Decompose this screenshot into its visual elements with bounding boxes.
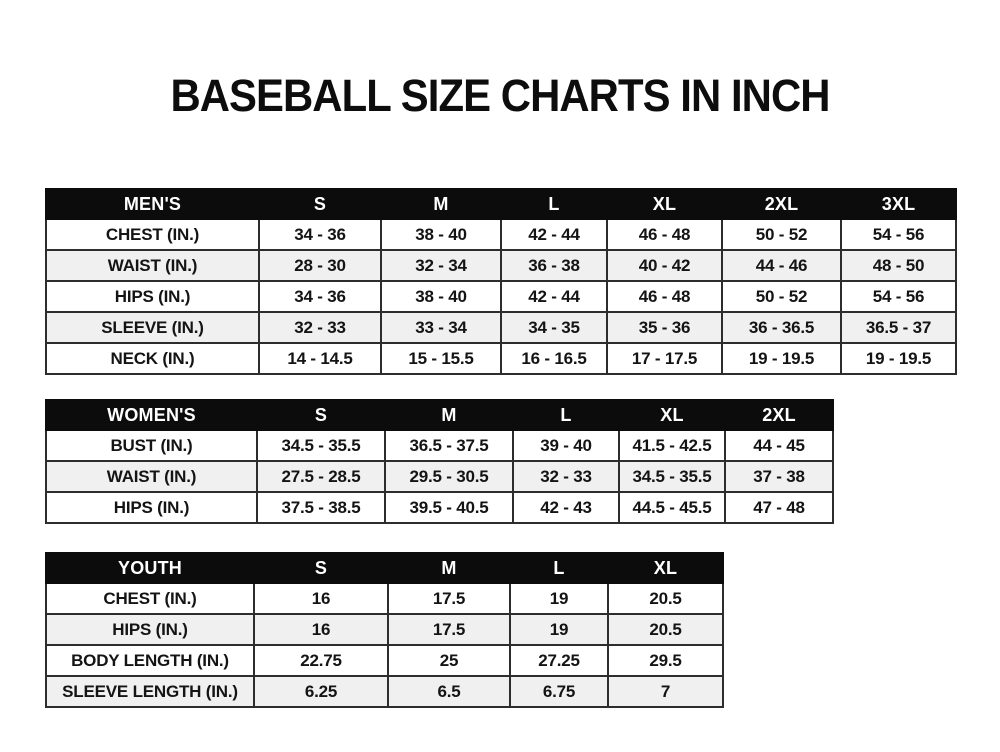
size-cell: 17.5: [388, 583, 510, 614]
column-header-2xl: 2XL: [725, 400, 833, 430]
size-cell: 27.25: [510, 645, 608, 676]
size-cell: 17.5: [388, 614, 510, 645]
column-header-l: L: [513, 400, 619, 430]
row-label: HIPS (IN.): [46, 614, 254, 645]
size-cell: 17 - 17.5: [607, 343, 722, 374]
size-cell: 37.5 - 38.5: [257, 492, 385, 523]
size-cell: 34 - 35: [501, 312, 607, 343]
size-cell: 16 - 16.5: [501, 343, 607, 374]
size-cell: 34 - 36: [259, 281, 381, 312]
size-cell: 50 - 52: [722, 281, 841, 312]
table-row-sleeve-length: [46, 676, 723, 707]
size-cell: 48 - 50: [841, 250, 956, 281]
size-cell: 6.75: [510, 676, 608, 707]
size-cell: 46 - 48: [607, 219, 722, 250]
table-row-bust: [46, 430, 833, 461]
size-cell: 35 - 36: [607, 312, 722, 343]
size-cell: 14 - 14.5: [259, 343, 381, 374]
size-cell: 36 - 38: [501, 250, 607, 281]
mens-size-table: [45, 188, 957, 375]
column-header-s: S: [254, 553, 388, 583]
column-header-s: S: [257, 400, 385, 430]
column-header-xl: XL: [608, 553, 723, 583]
size-cell: 29.5: [608, 645, 723, 676]
size-cell: 33 - 34: [381, 312, 501, 343]
table-row-waist: [46, 461, 833, 492]
table-row-chest: [46, 583, 723, 614]
size-cell: 39.5 - 40.5: [385, 492, 513, 523]
column-header-m: M: [385, 400, 513, 430]
column-header-m: M: [381, 189, 501, 219]
youth-header-row: [46, 553, 723, 583]
size-cell: 46 - 48: [607, 281, 722, 312]
row-label: SLEEVE LENGTH (IN.): [46, 676, 254, 707]
row-label: WAIST (IN.): [46, 461, 257, 492]
size-cell: 42 - 44: [501, 281, 607, 312]
size-cell: 42 - 44: [501, 219, 607, 250]
column-header-mens: MEN'S: [46, 189, 259, 219]
size-cell: 19: [510, 583, 608, 614]
womens-size-table: [45, 399, 834, 524]
size-cell: 36 - 36.5: [722, 312, 841, 343]
row-label: BODY LENGTH (IN.): [46, 645, 254, 676]
table-row-body-length: [46, 645, 723, 676]
table-row-waist: [46, 250, 956, 281]
row-label: CHEST (IN.): [46, 219, 259, 250]
size-cell: 36.5 - 37.5: [385, 430, 513, 461]
size-cell: 6.5: [388, 676, 510, 707]
column-header-xl: XL: [619, 400, 725, 430]
size-cell: 29.5 - 30.5: [385, 461, 513, 492]
size-cell: 25: [388, 645, 510, 676]
table-row-neck: [46, 343, 956, 374]
size-cell: 54 - 56: [841, 219, 956, 250]
size-cell: 19: [510, 614, 608, 645]
table-row-hips: [46, 492, 833, 523]
size-cell: 34.5 - 35.5: [257, 430, 385, 461]
row-label: HIPS (IN.): [46, 492, 257, 523]
size-cell: 20.5: [608, 583, 723, 614]
size-cell: 47 - 48: [725, 492, 833, 523]
column-header-m: M: [388, 553, 510, 583]
size-cell: 16: [254, 614, 388, 645]
table-row-hips: [46, 281, 956, 312]
size-cell: 19 - 19.5: [841, 343, 956, 374]
column-header-l: L: [510, 553, 608, 583]
size-cell: 16: [254, 583, 388, 614]
row-label: NECK (IN.): [46, 343, 259, 374]
table-row-sleeve: [46, 312, 956, 343]
page-title: BASEBALL SIZE CHARTS IN INCH: [170, 70, 830, 121]
column-header-xl: XL: [607, 189, 722, 219]
size-cell: 39 - 40: [513, 430, 619, 461]
size-cell: 42 - 43: [513, 492, 619, 523]
row-label: CHEST (IN.): [46, 583, 254, 614]
size-cell: 44.5 - 45.5: [619, 492, 725, 523]
column-header-youth: YOUTH: [46, 553, 254, 583]
size-cell: 34 - 36: [259, 219, 381, 250]
youth-size-table: [45, 552, 724, 708]
row-label: BUST (IN.): [46, 430, 257, 461]
size-cell: 20.5: [608, 614, 723, 645]
column-header-l: L: [501, 189, 607, 219]
row-label: WAIST (IN.): [46, 250, 259, 281]
row-label: SLEEVE (IN.): [46, 312, 259, 343]
row-label: HIPS (IN.): [46, 281, 259, 312]
column-header-womens: WOMEN'S: [46, 400, 257, 430]
table-row-chest: [46, 219, 956, 250]
size-cell: 44 - 46: [722, 250, 841, 281]
size-cell: 40 - 42: [607, 250, 722, 281]
column-header-2xl: 2XL: [722, 189, 841, 219]
size-cell: 36.5 - 37: [841, 312, 956, 343]
mens-header-row: [46, 189, 956, 219]
size-cell: 44 - 45: [725, 430, 833, 461]
womens-header-row: [46, 400, 833, 430]
size-cell: 28 - 30: [259, 250, 381, 281]
size-cell: 38 - 40: [381, 219, 501, 250]
table-row-hips: [46, 614, 723, 645]
size-cell: 41.5 - 42.5: [619, 430, 725, 461]
size-cell: 38 - 40: [381, 281, 501, 312]
size-cell: 27.5 - 28.5: [257, 461, 385, 492]
size-cell: 32 - 33: [259, 312, 381, 343]
size-cell: 22.75: [254, 645, 388, 676]
size-cell: 32 - 34: [381, 250, 501, 281]
size-cell: 50 - 52: [722, 219, 841, 250]
column-header-3xl: 3XL: [841, 189, 956, 219]
size-cell: 32 - 33: [513, 461, 619, 492]
size-cell: 37 - 38: [725, 461, 833, 492]
size-cell: 54 - 56: [841, 281, 956, 312]
column-header-s: S: [259, 189, 381, 219]
size-cell: 6.25: [254, 676, 388, 707]
size-cell: 19 - 19.5: [722, 343, 841, 374]
size-cell: 15 - 15.5: [381, 343, 501, 374]
size-cell: 34.5 - 35.5: [619, 461, 725, 492]
size-cell: 7: [608, 676, 723, 707]
